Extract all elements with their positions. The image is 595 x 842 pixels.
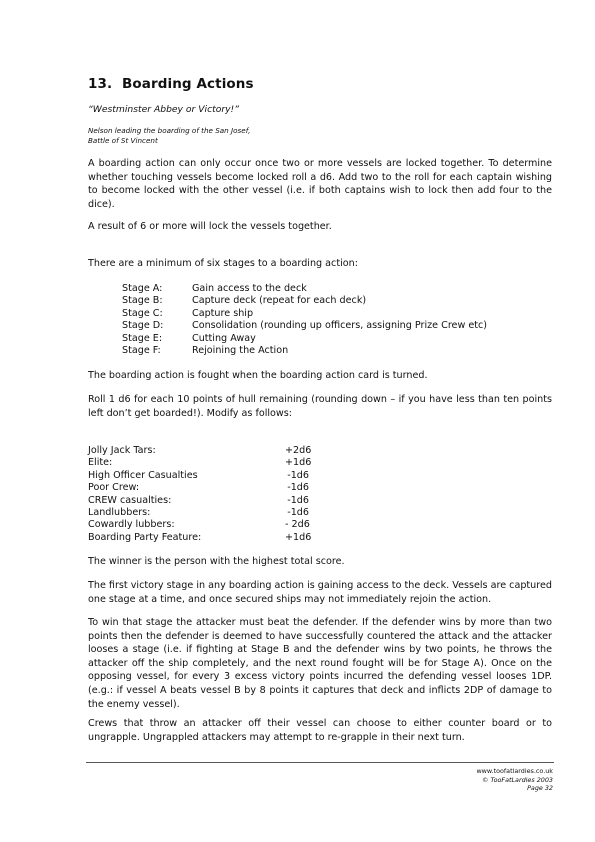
modifier-value: -1d6 xyxy=(287,482,309,494)
modifier-row xyxy=(88,531,312,544)
modifier-label: CREW casualties: xyxy=(88,494,172,506)
stage-label: Stage E: xyxy=(122,332,163,344)
attribution-line: Nelson leading the boarding of the San Josef, xyxy=(88,126,251,135)
modifier-value: -1d6 xyxy=(287,494,309,506)
modifier-label: Poor Crew: xyxy=(88,482,140,494)
stage-row xyxy=(122,295,487,307)
paragraph-card-turned: The boarding action is fought when the boarding action card is turned. xyxy=(88,370,428,381)
epigraph-attribution xyxy=(88,126,250,146)
attribution-line: Battle of St Vincent xyxy=(88,136,158,145)
paragraph-roll: Roll 1 d6 for each 10 points of hull remaining (rounding down – if you have less than ten points left don’t get boarded!). Modify as follows: xyxy=(88,394,552,419)
modifier-row xyxy=(88,470,309,482)
stage-row xyxy=(122,283,487,295)
stage-desc: Cutting Away xyxy=(192,332,256,344)
page-footer xyxy=(476,767,553,793)
section-heading xyxy=(88,76,254,92)
modifiers-list xyxy=(88,445,312,544)
section-title: Boarding Actions xyxy=(122,76,254,92)
stage-desc: Consolidation (rounding up officers, assigning Prize Crew etc) xyxy=(192,320,488,332)
paragraph-winner: The winner is the person with the highest total score. xyxy=(88,556,345,567)
paragraph-lock-result: A result of 6 or more will lock the vessels together. xyxy=(88,221,332,232)
stage-desc: Rejoining the Action xyxy=(192,345,289,357)
modifier-row xyxy=(88,445,312,457)
stage-row xyxy=(122,320,487,332)
epigraph-quote: “Westminster Abbey or Victory!” xyxy=(88,104,239,115)
modifier-value: +2d6 xyxy=(285,445,312,456)
modifier-value: -1d6 xyxy=(287,507,309,519)
modifier-value: +1d6 xyxy=(285,531,312,543)
modifier-row xyxy=(88,457,312,469)
paragraph-first-stage: The first victory stage in any boarding action is gaining access to the deck. Vessels are captured one stage at a time, and once secured ships may not immediately rejoin the action. xyxy=(88,580,552,605)
stage-row xyxy=(122,333,487,345)
modifier-label: Elite: xyxy=(88,457,113,469)
modifier-label: Landlubbers: xyxy=(88,507,151,519)
stage-label: Stage A: xyxy=(122,283,163,294)
section-number: 13. xyxy=(88,76,113,92)
modifier-row xyxy=(88,495,309,507)
stage-desc: Gain access to the deck xyxy=(192,283,307,294)
stage-desc: Capture ship xyxy=(192,307,254,319)
stage-row xyxy=(122,345,487,357)
stage-desc: Capture deck (repeat for each deck) xyxy=(192,295,367,307)
stage-label: Stage F: xyxy=(122,345,161,357)
modifier-value: -1d6 xyxy=(287,469,309,481)
modifier-label: Boarding Party Feature: xyxy=(88,531,202,543)
paragraph-counter-board: Crews that throw an attacker off their vessel can choose to either counter board or to ungrapple. Ungrappled attackers may attempt to re-grapple in their next turn. xyxy=(88,718,552,743)
stages-list xyxy=(122,283,487,357)
footer-divider xyxy=(86,762,554,763)
footer-copyright: © TooFatLardies 2003 xyxy=(482,775,553,784)
modifier-row xyxy=(88,507,309,519)
modifier-row xyxy=(88,482,309,494)
modifier-value: - 2d6 xyxy=(285,519,310,531)
stage-label: Stage B: xyxy=(122,295,163,307)
stage-row xyxy=(122,308,487,320)
page-number: Page 32 xyxy=(527,784,553,793)
modifier-row xyxy=(88,519,309,531)
footer-url: www.toofatlardies.co.uk xyxy=(476,767,553,775)
modifier-label: Cowardly lubbers: xyxy=(88,519,175,531)
modifier-label: High Officer Casualties xyxy=(88,469,198,481)
stage-label: Stage D: xyxy=(122,320,164,332)
modifier-value: +1d6 xyxy=(285,457,312,469)
paragraph-stages-intro: There are a minimum of six stages to a boarding action: xyxy=(88,258,358,269)
stage-label: Stage C: xyxy=(122,307,163,319)
paragraph-locking: A boarding action can only occur once two or more vessels are locked together. To determine whether touching vessels become locked roll a d6. Add two to the roll for each captain wishing to become locked with the other vessel (i.e. if both captains wish to lock then add four to the dice). xyxy=(88,158,552,210)
paragraph-win-stage: To win that stage the attacker must beat the defender. If the defender wins by more than two points then the defender is deemed to have successfully countered the attack and the attacker looses a stage (i.e. if fighting at Stage B and the defender wins by two points, he throws the attacker off the ship completely, and the next round fought will be for Stage A). Once on the opposing vessel, for every 3 excess victory points incurred the defending vessel looses 1DP. (e.g.: if vessel A beats vessel B by 8 points it captures that deck and inflicts 2DP of damage to the enemy vessel). xyxy=(88,617,552,710)
modifier-label: Jolly Jack Tars: xyxy=(88,445,156,456)
